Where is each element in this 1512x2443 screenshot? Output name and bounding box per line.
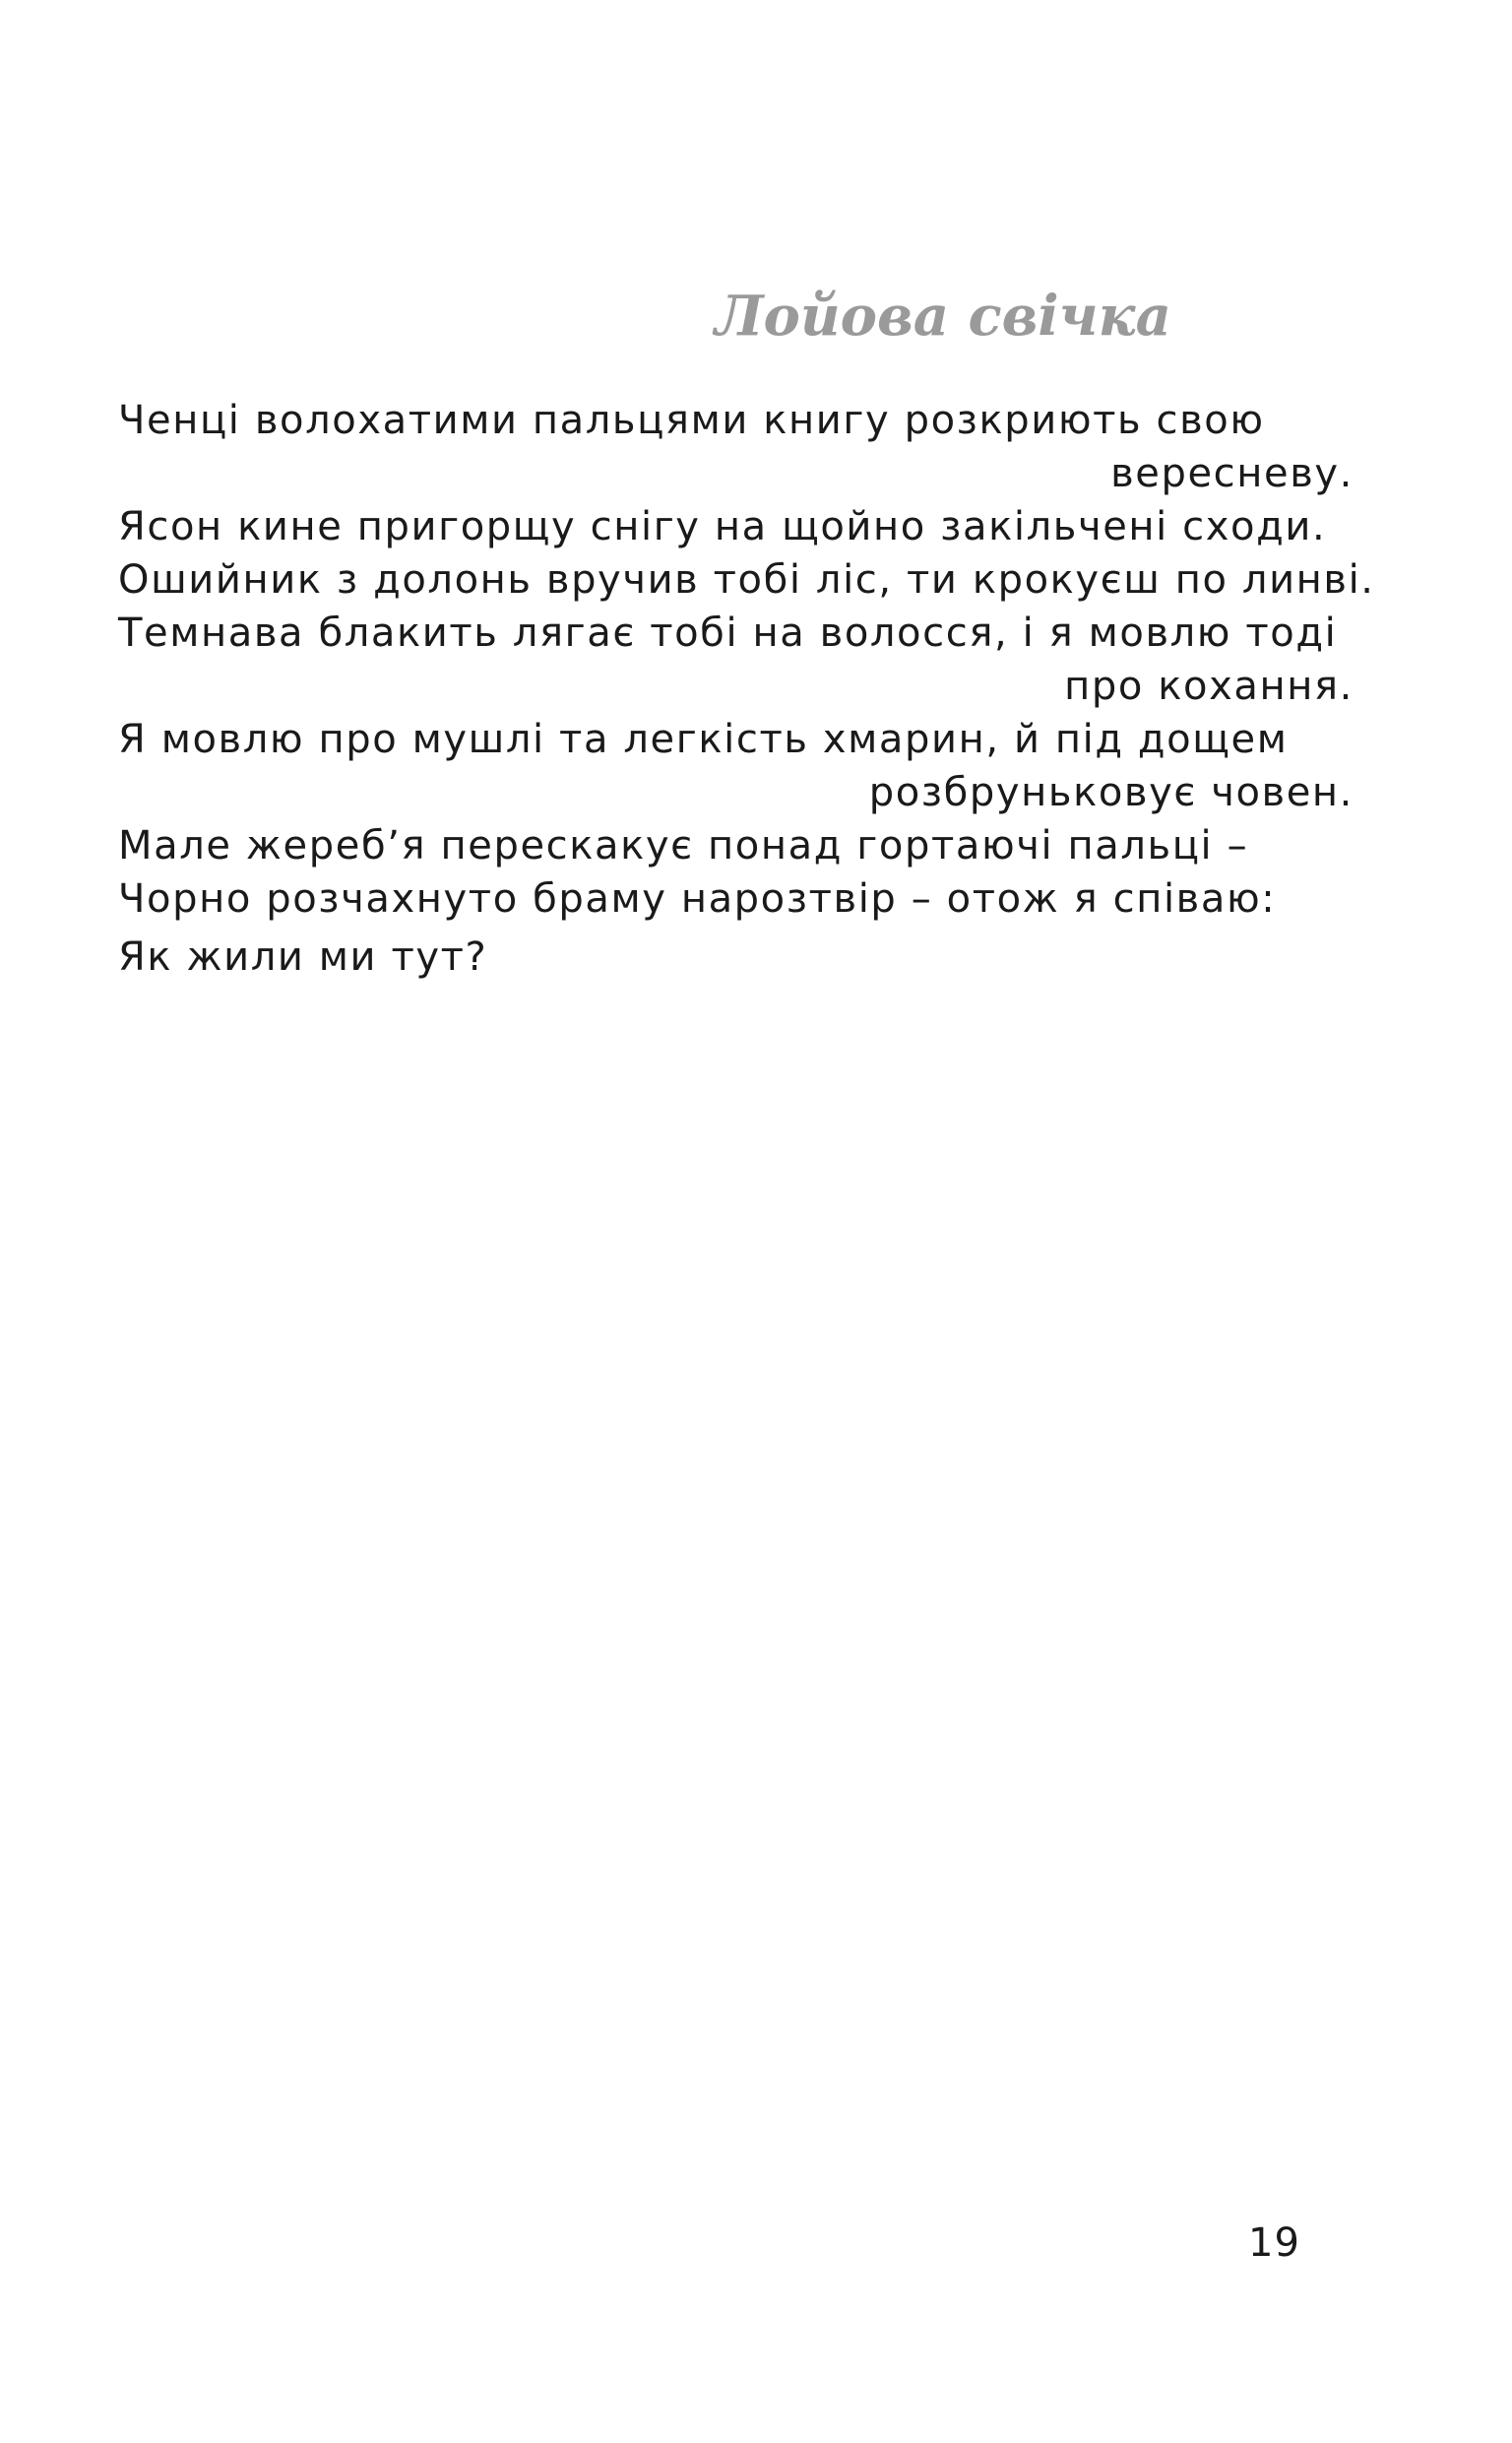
page-number: 19 bbox=[1248, 2220, 1300, 2266]
poem-body bbox=[118, 394, 1375, 984]
poem-line-continuation: про кохання. bbox=[1064, 664, 1354, 709]
poem-line-continuation: розбруньковує човен. bbox=[868, 770, 1354, 815]
poem-line: Ченці волохатими пальцями книгу розкриють свою bbox=[118, 398, 1265, 443]
poem-line-continuation: вересневу. bbox=[1110, 451, 1354, 496]
poem-line: Ошийник з долонь вручив тобі ліс, ти крокуєш по линві. bbox=[118, 557, 1375, 603]
poem-line: Темнава блакить лягає тобі на волосся, і я мовлю тоді bbox=[118, 611, 1338, 656]
poem-line: Як жили ми тут? bbox=[118, 934, 488, 980]
poem-line: Я мовлю про мушлі та легкість хмарин, й під дощем bbox=[118, 717, 1289, 762]
poem-line: Ясон кине пригорщу снігу на щойно закільчені сходи. bbox=[118, 504, 1327, 549]
poem-line: Мале жереб’я перескакує понад гортаючі пальці – bbox=[118, 823, 1249, 868]
poem-title: Лойова свічка bbox=[715, 284, 1171, 349]
poem-line: Чорно розчахнуто браму нарозтвір – отож я співаю: bbox=[118, 876, 1277, 922]
